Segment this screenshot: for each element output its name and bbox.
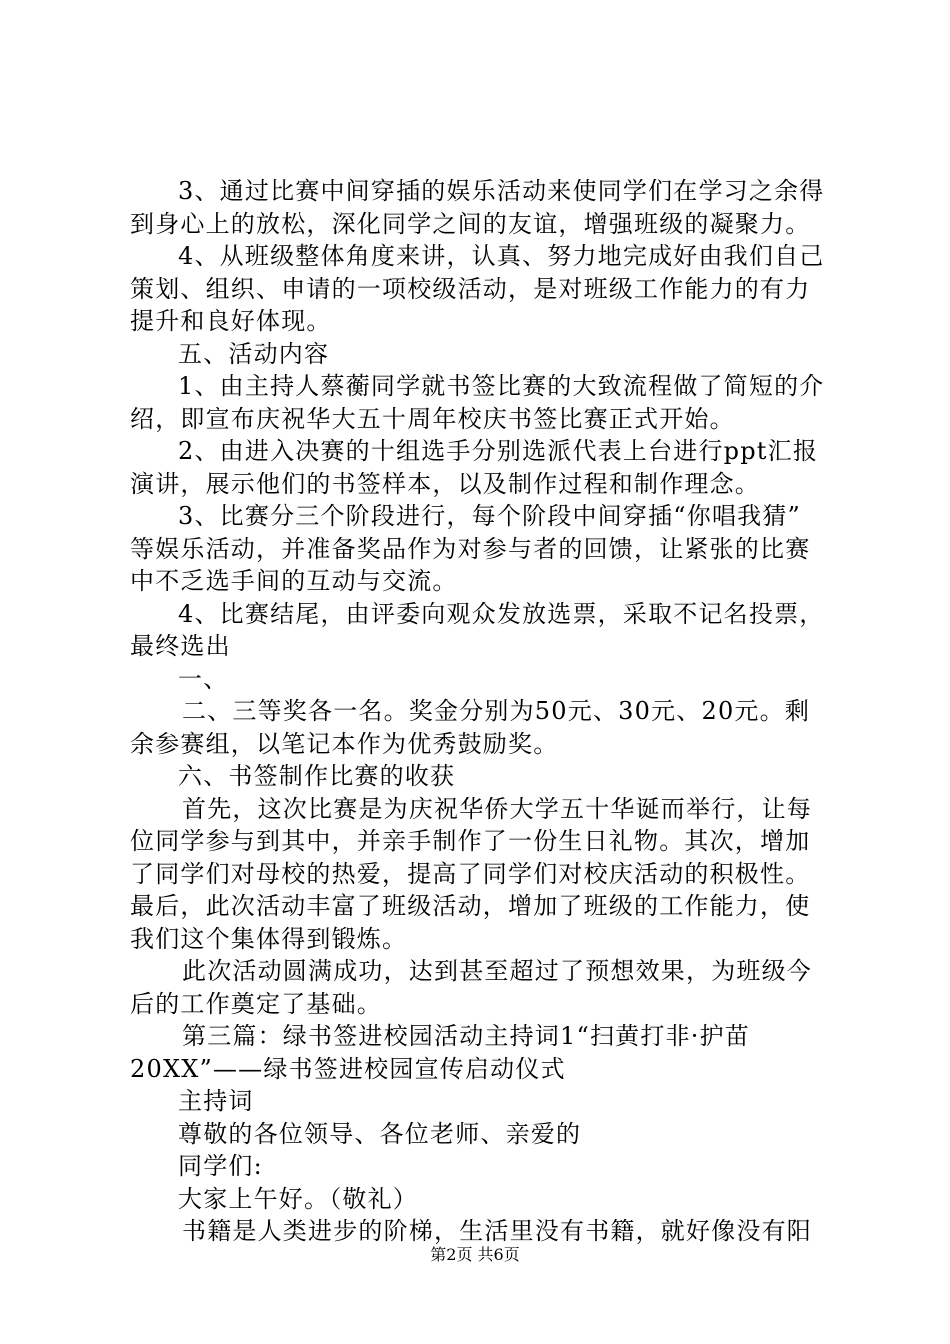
text-line: 后的工作奠定了基础。 <box>130 989 382 1018</box>
text-line: 3、通过比赛中间穿插的娱乐活动来使同学们在学习之余得 <box>178 177 825 205</box>
text-line: 第三篇：绿书签进校园活动主持词1“扫黄打非·护苗 <box>182 1022 750 1050</box>
text-line: 首先，这次比赛是为庆祝华侨大学五十华诞而举行，让每 <box>182 794 812 823</box>
text-line: 最后，此次活动丰富了班级活动，增加了班级的工作能力，使 <box>130 892 811 920</box>
document-body <box>130 175 830 1248</box>
text-line: 位同学参与到其中，并亲手制作了一份生日礼物。其次，增加 <box>130 827 811 855</box>
text-line: 大家上午好。（敬礼） <box>178 1184 418 1213</box>
text-line: 五、活动内容 <box>178 339 330 368</box>
text-line: 中不乏选手间的互动与交流。 <box>130 567 458 595</box>
text-line: 六、书签制作比赛的收获 <box>178 762 456 790</box>
text-line: 余参赛组，以笔记本作为优秀鼓励奖。 <box>130 729 559 758</box>
text-line: 4、比赛结尾，由评委向观众发放选票，采取不记名投票， <box>178 599 825 628</box>
page-footer: 第2页 共6页 <box>430 1245 520 1264</box>
text-line: 4、从班级整体角度来讲，认真、努力地完成好由我们自己 <box>178 242 825 270</box>
text-line: 一、 <box>178 664 229 693</box>
text-line: 20XX”——绿书签进校园宣传启动仪式 <box>130 1054 566 1083</box>
text-line: 到身心上的放松，深化同学之间的友谊，增强班级的凝聚力。 <box>130 209 811 238</box>
text-line: 策划、组织、申请的一项校级活动，是对班级工作能力的有力 <box>130 274 811 303</box>
text-line: 尊敬的各位领导、各位老师、亲爱的 <box>178 1119 582 1148</box>
text-line: 了同学们对母校的热爱，提高了同学们对校庆活动的积极性。 <box>130 859 811 888</box>
text-line: 2、由进入决赛的十组选手分别选派代表上台进行ppt汇报 <box>178 437 819 465</box>
text-line: 1、由主持人蔡蘅同学就书签比赛的大致流程做了简短的介 <box>178 372 825 400</box>
text-line: 主持词 <box>178 1087 254 1115</box>
text-line: 等娱乐活动，并准备奖品作为对参与者的回馈，让紧张的比赛 <box>130 534 811 563</box>
text-line: 同学们: <box>178 1152 263 1180</box>
text-line: 3、比赛分三个阶段进行，每个阶段中间穿插“你唱我猜” <box>178 502 802 530</box>
text-line: 演讲，展示他们的书签样本，以及制作过程和制作理念。 <box>130 469 760 498</box>
text-line: 最终选出 <box>130 632 231 660</box>
text-line: 此次活动圆满成功，达到甚至超过了预想效果，为班级今 <box>182 957 812 985</box>
text-line: 书籍是人类进步的阶梯，生活里没有书籍，就好像没有阳 <box>182 1217 812 1245</box>
text-line: 绍，即宣布庆祝华大五十周年校庆书签比赛正式开始。 <box>130 404 735 433</box>
text-line: 提升和良好体现。 <box>130 307 332 335</box>
text-line: 我们这个集体得到锻炼。 <box>130 924 408 953</box>
text-line: 二、三等奖各一名。奖金分别为50元、30元、20元。剩 <box>182 697 811 725</box>
